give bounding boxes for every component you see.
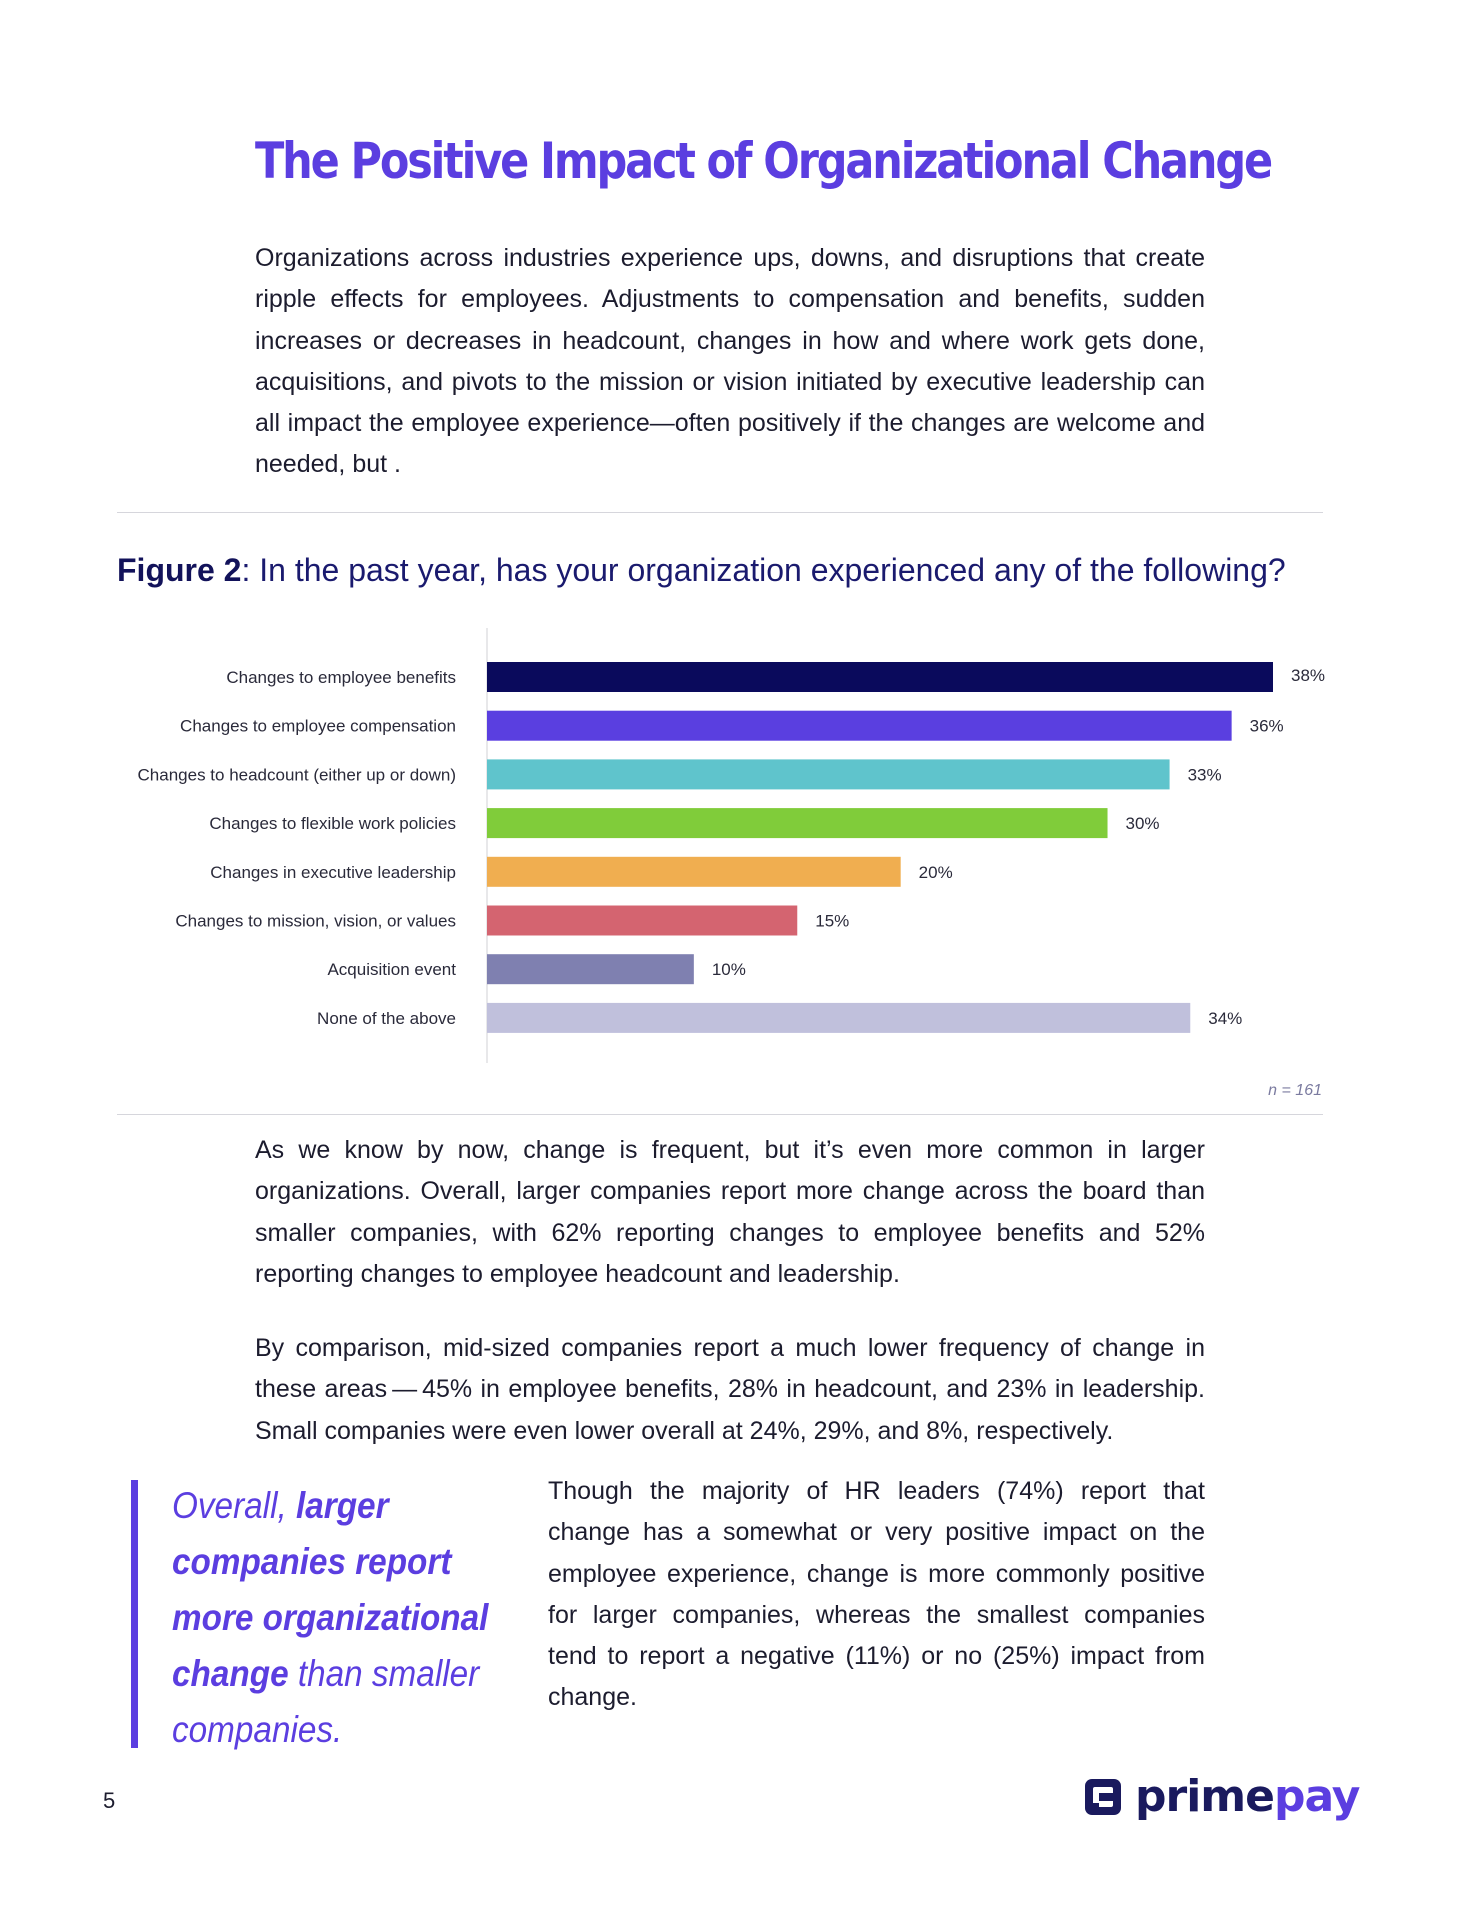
value-label: 33% [1187,765,1222,785]
pull-quote [172,1478,496,1758]
category-label: Changes to employee compensation [180,716,456,736]
body-paragraph-3: Though the majority of HR leaders (74%) report that change has a somewhat or very positive impact on the employee experience, change is more commonly positive for larger companies, whereas the smallest companies tend to report a negative (11%) or no (25%) impact from change. [548,1477,1205,1712]
intro-paragraph: Organizations across industries experience ups, downs, and disruptions that create ripple effects for employees. Adjustments to compensation and benefits, sudden increases or decreases in headcount, changes in how and where work gets done, acquisitions, and pivots to the mission or vision initiated by executive leadership can all impact the employee experience—often positively if the changes are welcome and needed, but . [255,244,1205,479]
pull-quote-emphasis: larger companies report more organizational change [172,1485,489,1694]
top-divider [117,512,1323,513]
primepay-logo-icon [1083,1777,1123,1817]
value-label: 38% [1291,666,1326,685]
page-number: 5 [103,1788,116,1813]
body-paragraph-1: As we know by now, change is frequent, but it’s even more common in larger organizations. Overall, larger companies report more change across the board than smaller companies, with 62% reporting changes to employee benefits and 52% reporting changes to employee headcount and leadership. [255,1136,1205,1288]
value-label: 10% [711,960,746,980]
bar [487,954,694,984]
value-label: 15% [815,911,850,931]
primepay-logo [1083,1772,1359,1822]
bar [487,662,1273,692]
primepay-logo-text [1135,1771,1360,1822]
figure-question: : In the past year, has your organization experienced any of the following? [241,552,1286,588]
body-paragraph-2: By comparison, mid-sized companies report a much lower frequency of change in these areas — 45% in employee benefits, 28% in headcount, and 23% in leadership. Small companies were even lower overall at 24%, 29%, and 8%, respectively. [255,1334,1205,1445]
category-label: Changes to employee benefits [226,668,456,687]
category-label: Changes to flexible work policies [209,814,456,834]
value-label: 36% [1249,716,1284,736]
bar [487,1003,1190,1033]
pull-quote-bar [131,1480,138,1748]
value-label: 30% [1125,814,1160,834]
category-label: Acquisition event [327,960,456,980]
sample-size-label: n = 161 [1268,1082,1322,1099]
logo-text-prime: prime [1135,1771,1274,1822]
bar [487,759,1170,789]
bar [487,857,901,887]
pull-quote-part-1: Overall, [172,1485,296,1526]
value-label: 34% [1208,1008,1243,1028]
bar [487,808,1108,838]
bar [487,906,797,936]
bottom-divider [117,1114,1323,1115]
bar-chart-svg [0,628,1477,1078]
bar [487,711,1232,741]
logo-text-pay: pay [1273,1771,1360,1822]
figure-label: Figure 2 [117,552,242,588]
category-label: Changes to mission, vision, or values [175,911,456,931]
bar-chart [0,628,1477,1078]
category-label: Changes in executive leadership [210,862,456,882]
category-label: None of the above [317,1008,456,1028]
pull-quote-part-3: than smaller companies. [172,1653,480,1750]
category-label: Changes to headcount (either up or down) [137,765,456,785]
page-title: The Positive Impact of Organizational Change [255,132,1272,190]
value-label: 20% [918,862,953,882]
figure-title [117,552,1357,589]
